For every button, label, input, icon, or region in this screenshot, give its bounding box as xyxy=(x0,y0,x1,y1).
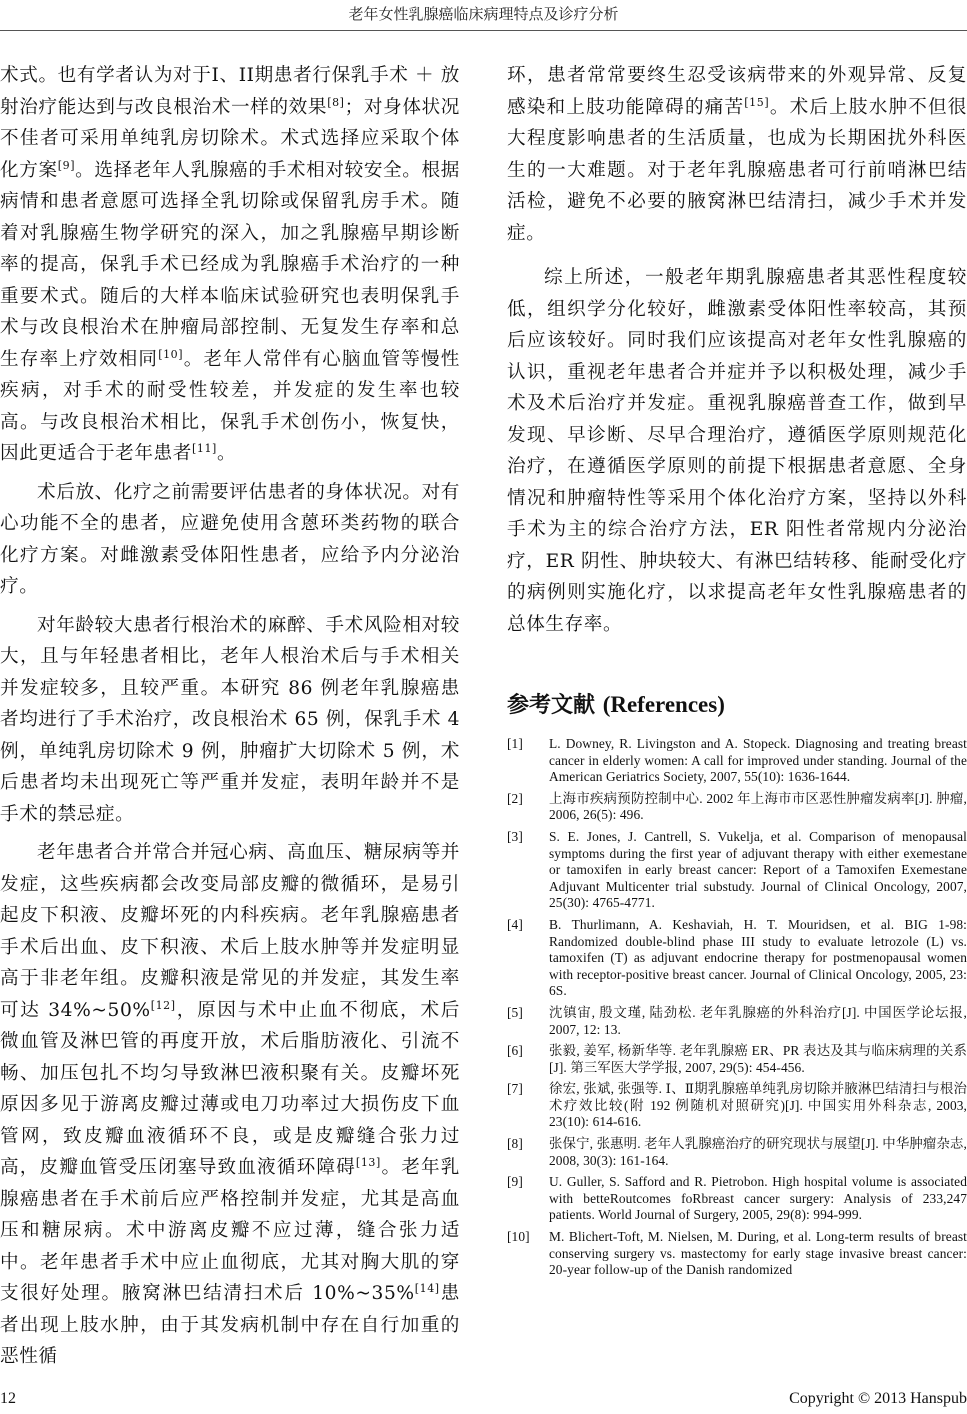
citation-marker: [15] xyxy=(744,95,770,109)
body-paragraph xyxy=(0,60,460,470)
reference-item xyxy=(507,1174,967,1224)
body-paragraph xyxy=(507,262,967,640)
reference-item xyxy=(507,791,967,824)
copyright-notice: Copyright © 2013 Hanspub xyxy=(789,1390,967,1407)
reference-text: 张毅, 姜军, 杨新华等. 老年乳腺癌 ER、PR 表达及其与临床病理的关系[J]. 第三军医大学学报, 2007, 29(5): 454-456. xyxy=(549,1043,967,1075)
page-number: 12 xyxy=(0,1390,16,1407)
text-run: 环，患者常常要终生忍受该病带来的外观异常、反复感染和上肢功能障碍的痛苦 xyxy=(507,65,967,118)
text-run: 综上所述，一般老年期乳腺癌患者其恶性程度较低，组织学分化较好，雌激素受体阳性率较高，其预后应该较好。同时我们应该提高对老年女性乳腺癌的认识，重视老年患者合并症并予以积极处理，减少手术及术后治疗并发症。重视乳腺癌普查工作，做到早发现、早诊断、尽早合理治疗，遵循医学原则规范化治疗，在遵循医学原则的前提下根据患者意愿、全身情况和肿瘤特性等采用个体化治疗方案，坚持以外科手术为主的综合治疗方法，ER 阳性者常规内分泌治疗，ER 阴性、肿块较大、有淋巴结转移、能耐受化疗的病例则实施化疗，以求提高老年女性乳腺癌患者的总体生存率。 xyxy=(507,267,967,635)
references-heading-en: (References) xyxy=(602,692,725,717)
body-paragraph xyxy=(0,610,460,831)
references-heading-cn: 参考文献 xyxy=(507,693,596,718)
text-run: ；对身体状况不佳者可采用单纯乳房切除术。术式选择应采取个体化方案 xyxy=(0,96,461,181)
body-paragraph xyxy=(507,60,967,249)
citation-marker: [14] xyxy=(414,1281,440,1295)
text-run: 术后放、化疗之前需要评估患者的身体状况。对有心功能不全的患者，应避免使用含蒽环类药物的联合化疗方案。对雌激素受体阳性患者，应给予内分泌治疗。 xyxy=(0,481,460,597)
text-run: 。术后上肢水肿不但很大程度影响患者的生活质量，也成为长期困扰外科医生的一大难题。对于老年乳腺癌患者可行前哨淋巴结活检，避免不必要的腋窝淋巴结清扫，减少手术并发症。 xyxy=(507,96,967,244)
reference-number: [3] xyxy=(507,828,523,844)
reference-number: [4] xyxy=(507,916,523,932)
reference-number: [1] xyxy=(507,736,523,751)
reference-item xyxy=(507,1136,967,1169)
reference-text: 沈镇宙, 殷文瑾, 陆劲松. 老年乳腺癌的外科治疗[J]. 中国医学论坛报, 2007, 12: 13. xyxy=(549,1004,967,1037)
reference-text: 上海市疾病预防控制中心. 2002 年上海市市区恶性肿瘤发病率[J]. 肿瘤, 2006, 26(5): 496. xyxy=(549,790,967,823)
reference-item xyxy=(507,1229,967,1279)
reference-number: [8] xyxy=(507,1136,523,1152)
citation-marker: [8] xyxy=(327,95,345,109)
left-column xyxy=(0,60,460,1373)
running-header: 老年女性乳腺癌临床病理特点及诊疗分析 xyxy=(348,5,619,23)
references-heading xyxy=(507,688,967,723)
text-run: 。 xyxy=(216,443,237,464)
reference-text: M. Blichert-Toft, M. Nielsen, M. During, et al. Long-term results of breast conserving surgery vs. mastectomy for early stage invasive breast cancer: 20-year follow-up of the Danish randomized xyxy=(549,1229,967,1278)
reference-list xyxy=(507,736,967,1284)
text-run: 患者出现上肢水肿，由于其发病机制中存在自行加重的恶性循 xyxy=(0,1283,460,1367)
citation-marker: [11] xyxy=(191,441,217,455)
body-paragraph xyxy=(0,837,460,1373)
reference-number: [5] xyxy=(507,1004,523,1020)
citation-marker: [13] xyxy=(355,1155,381,1169)
reference-item xyxy=(507,1043,967,1076)
reference-number: [2] xyxy=(507,790,523,806)
reference-text: S. E. Jones, J. Cantrell, S. Vukelja, et al. Comparison of menopausal symptoms during the first year of adjuvant therapy with either exemestane or tamoxifen in early breast cancer: Report of a Tamoxifen Exemestane Adjuvant Multicenter trial substudy. Journal of Clinical Oncology, 2007, 25(30): 4765-4771. xyxy=(549,828,967,911)
reference-number: [9] xyxy=(507,1174,523,1190)
reference-item xyxy=(507,736,967,786)
header-rule xyxy=(0,30,967,31)
reference-text: B. Thurlimann, A. Keshaviah, H. T. Mouridsen, et al. BIG 1-98: Randomized double-blind phase III study to evaluate letrozole (L) vs. tamoxifen (T) as adjuvant endocrine therapy for postmenopausal women with receptor-positive breast cancer. Journal of Clinical Oncology, 2005, 23: 6S. xyxy=(549,916,967,999)
text-run: 。老年乳腺癌患者在手术前后应严格控制并发症，尤其是高血压和糖尿病。术中游离皮瓣不应过薄，缝合张力适中。老年患者手术中应止血彻底，尤其对胸大肌的穿支很好处理。腋窝淋巴结清扫术后 10%~35% xyxy=(0,1157,460,1304)
text-run: 。选择老年人乳腺癌的手术相对较安全。根据病情和患者意愿可选择全乳切除或保留乳房手术。随着对乳腺癌生物学研究的深入，加之乳腺癌早期诊断率的提高，保乳手术已经成为乳腺癌手术治疗的一种重要术式。随后的大样本临床试验研究也表明保乳手术与改良根治术在肿瘤局部控制、无复发生存率和总生存率上疗效相同 xyxy=(0,159,460,370)
citation-marker: [12] xyxy=(150,998,176,1012)
reference-number: [6] xyxy=(507,1043,523,1059)
reference-number: [7] xyxy=(507,1081,523,1097)
reference-text: 徐宏, 张斌, 张强等. Ⅰ、Ⅱ期乳腺癌单纯乳房切除并腋淋巴结清扫与根治术疗效比较(附 192 例随机对照研究)[J]. 中国实用外科杂志, 2003, 23(10): 614-616. xyxy=(549,1081,967,1130)
text-run: 对年龄较大患者行根治术的麻醉、手术风险相对较大，且与年轻患者相比，老年人根治术后与手术相关并发症较多，且较严重。本研究 86 例老年乳腺癌患者均进行了手术治疗，改良根治术 65 例，保乳手术 4 例，单纯乳房切除术 9 例，肿瘤扩大切除术 5 例，术后患者均未出现死亡等严重并发症，表明年龄并不是手术的禁忌症。 xyxy=(0,614,460,825)
citation-marker: [10] xyxy=(158,347,184,361)
body-paragraph xyxy=(0,477,460,603)
reference-text: U. Guller, S. Safford and R. Pietrobon. High hospital volume is associated with betteRoutcomes foRbreast cancer surgery: Analysis of 233,247 patients. World Journal of Surgery, 2005, 29(8): 994-999. xyxy=(549,1174,967,1223)
text-run: ，原因与术中止血不彻底，术后微血管及淋巴管的再度开放，术后脂肪液化、引流不畅、加压包扎不均匀导致淋巴液积聚有关。皮瓣坏死原因多见于游离皮瓣过薄或电刀功率过大损伤皮下血管网，致皮瓣血液循环不良，或是皮瓣缝合张力过高，皮瓣血管受压闭塞导致血液循环障碍 xyxy=(0,999,460,1178)
right-column xyxy=(507,60,967,640)
reference-item xyxy=(507,1005,967,1038)
reference-text: 张保宁, 张惠明. 老年人乳腺癌治疗的研究现状与展望[J]. 中华肿瘤杂志, 2008, 30(3): 161-164. xyxy=(549,1136,967,1168)
reference-item xyxy=(507,917,967,1000)
citation-marker: [9] xyxy=(57,158,76,172)
reference-number: [10] xyxy=(507,1229,530,1245)
reference-item xyxy=(507,829,967,912)
text-run: 老年患者合并常合并冠心病、高血压、糖尿病等并发症，这些疾病都会改变局部皮瓣的微循环，是易引起皮下积液、皮瓣坏死的内科疾病。老年乳腺癌患者手术后出血、皮下积液、术后上肢水肿等并发症明显高于非老年组。皮瓣积液是常见的并发症，其发生率可达 34%~50% xyxy=(0,842,460,1021)
reference-text: L. Downey, R. Livingston and A. Stopeck. Diagnosing and treating breast cancer in elderly women: A call for improved under standing. Journal of the American Geriatrics Society, 2007, 55(10): 1636-1644. xyxy=(549,736,967,785)
text-run: 术式。也有学者认为对于I、II期患者行保乳手术 ＋ 放射治疗能达到与改良根治术一样的效果 xyxy=(0,65,460,118)
reference-item xyxy=(507,1081,967,1131)
text-run: 。老年人常伴有心脑血管等慢性疾病，对手术的耐受性较差，并发症的发生率也较高。与改良根治术相比，保乳手术创伤小，恢复快，因此更适合于老年患者 xyxy=(0,348,460,464)
